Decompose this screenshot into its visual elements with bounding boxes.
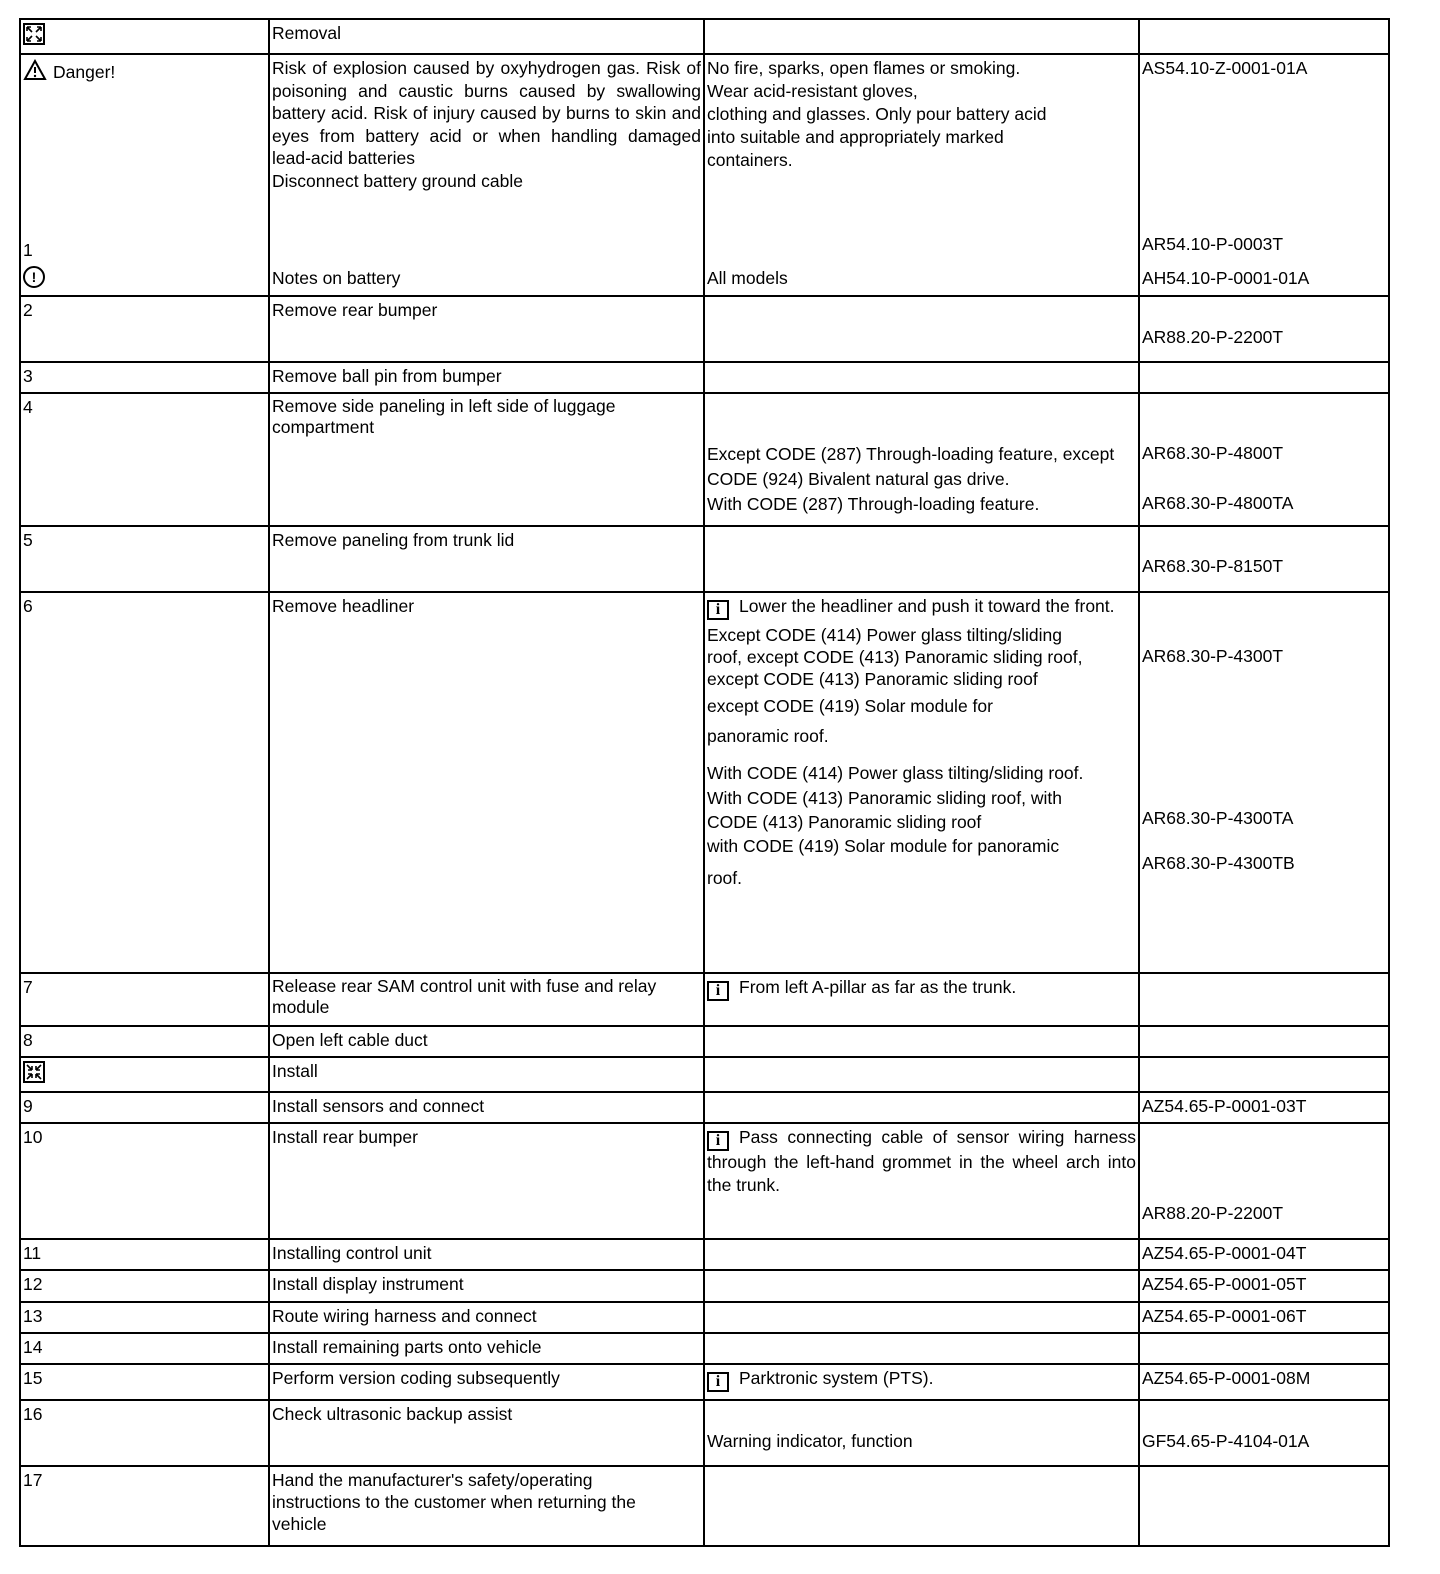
condition-text: Except CODE (414) Power glass tilting/sliding roof, except CODE (413) Panoramic sliding roof, except CODE (413) Panoramic sliding roof bbox=[707, 625, 1083, 689]
step-text: Install remaining parts onto vehicle bbox=[269, 1333, 704, 1364]
step-text: Release rear SAM control unit with fuse and relay module bbox=[269, 973, 704, 1026]
battery-note-text: Notes on battery bbox=[272, 268, 401, 288]
step-text: Install display instrument bbox=[269, 1270, 704, 1302]
step-number: 15 bbox=[20, 1364, 269, 1400]
condition-text: with CODE (419) Solar module for panoramic bbox=[707, 836, 1060, 856]
warning-triangle-icon bbox=[23, 59, 47, 87]
step-text: Install rear bumper bbox=[269, 1123, 704, 1239]
table-row bbox=[20, 296, 1389, 362]
step-ref: AR68.30-P-4300T bbox=[1142, 646, 1284, 666]
info-text: Warning indicator, function bbox=[707, 1431, 913, 1451]
table-row bbox=[20, 362, 1389, 393]
removal-icon bbox=[23, 23, 45, 45]
install-icon bbox=[23, 1061, 45, 1083]
step-number: 5 bbox=[20, 526, 269, 592]
condition-text: roof. bbox=[707, 868, 743, 888]
section-title-removal: Removal bbox=[269, 19, 704, 54]
info-text: Lower the headliner and push it toward the front. bbox=[739, 596, 1115, 616]
step-text: Remove rear bumper bbox=[269, 296, 704, 362]
step-text: Install sensors and connect bbox=[269, 1092, 704, 1123]
step-number: 16 bbox=[20, 1400, 269, 1466]
step-ref: AZ54.65-P-0001-03T bbox=[1139, 1092, 1389, 1123]
battery-note-ref: AH54.10-P-0001-01A bbox=[1142, 268, 1310, 288]
info-icon: i bbox=[707, 600, 729, 620]
table-row bbox=[20, 1364, 1389, 1400]
step-ref: AZ54.65-P-0001-04T bbox=[1139, 1239, 1389, 1270]
step-ref: AR68.30-P-4800T bbox=[1142, 443, 1284, 463]
condition-text: With CODE (413) Panoramic sliding roof, with CODE (413) Panoramic sliding roof bbox=[707, 788, 1062, 832]
step-number: 7 bbox=[20, 973, 269, 1026]
danger-text: Risk of explosion caused by oxyhydrogen gas. Risk of poisoning and caustic burns caused by swallowing battery acid. Risk of injury caused by burns to skin and eyes from battery acid or when handling damaged lead-acid batteries bbox=[272, 58, 701, 168]
section-title-install: Install bbox=[269, 1057, 704, 1092]
step-ref: AR68.30-P-4800TA bbox=[1142, 492, 1294, 513]
step-text: Open left cable duct bbox=[269, 1026, 704, 1057]
step-text: Remove ball pin from bumper bbox=[269, 362, 704, 393]
step-ref: AR88.20-P-2200T bbox=[1142, 327, 1284, 347]
info-text: From left A-pillar as far as the trunk. bbox=[739, 977, 1017, 997]
table-row bbox=[20, 1302, 1389, 1333]
battery-note-models: All models bbox=[707, 268, 788, 288]
step-ref: AR68.30-P-4300TB bbox=[1142, 853, 1295, 873]
step-number: 8 bbox=[20, 1026, 269, 1057]
step-text: Hand the manufacturer's safety/operating instructions to the customer when returning the vehicle bbox=[269, 1466, 704, 1546]
danger-measures: No fire, sparks, open flames or smoking. Wear acid-resistant gloves, clothing and glasses. Only pour battery acid into suitable and appropriately marked containers. bbox=[707, 58, 1047, 170]
step-text: Remove side paneling in left side of luggage compartment bbox=[269, 393, 704, 526]
danger-label: Danger! bbox=[53, 62, 116, 82]
step-ref: AR68.30-P-4300TA bbox=[1142, 807, 1294, 828]
condition-text: panoramic roof. bbox=[707, 726, 829, 746]
table-row bbox=[20, 973, 1389, 1026]
table-row bbox=[20, 1466, 1389, 1546]
step-ref: GF54.65-P-4104-01A bbox=[1142, 1431, 1310, 1451]
condition-text: except CODE (419) Solar module for bbox=[707, 696, 993, 716]
table-row bbox=[20, 1026, 1389, 1057]
step-number: 9 bbox=[20, 1092, 269, 1123]
table-row bbox=[20, 1092, 1389, 1123]
info-icon: i bbox=[707, 981, 729, 1001]
step-number: 13 bbox=[20, 1302, 269, 1333]
table-row bbox=[20, 54, 1389, 296]
step-text: Installing control unit bbox=[269, 1239, 704, 1270]
table-row bbox=[20, 1057, 1389, 1092]
step-text: Disconnect battery ground cable bbox=[272, 170, 523, 191]
step-ref: AR68.30-P-8150T bbox=[1142, 556, 1284, 576]
table-row bbox=[20, 1333, 1389, 1364]
step-ref: AZ54.65-P-0001-05T bbox=[1139, 1270, 1389, 1302]
step-ref: AZ54.65-P-0001-06T bbox=[1139, 1302, 1389, 1333]
info-icon: i bbox=[707, 1372, 729, 1392]
step-text: Remove headliner bbox=[269, 592, 704, 973]
step-ref: AR88.20-P-2200T bbox=[1142, 1203, 1284, 1223]
info-text: Parktronic system (PTS). bbox=[739, 1368, 934, 1388]
step-ref: AR54.10-P-0003T bbox=[1142, 234, 1284, 254]
step-number: 12 bbox=[20, 1270, 269, 1302]
table-row bbox=[20, 1400, 1389, 1466]
condition-text: Except CODE (287) Through-loading feature, except CODE (924) Bivalent natural gas drive. bbox=[707, 444, 1115, 489]
step-number: 4 bbox=[20, 393, 269, 526]
table-row bbox=[20, 526, 1389, 592]
step-ref: AZ54.65-P-0001-08M bbox=[1139, 1364, 1389, 1400]
danger-label-line bbox=[23, 59, 266, 87]
step-text: Check ultrasonic backup assist bbox=[269, 1400, 704, 1466]
condition-text: With CODE (287) Through-loading feature. bbox=[707, 494, 1040, 514]
step-number: 3 bbox=[20, 362, 269, 393]
procedure-table bbox=[19, 18, 1390, 1547]
step-number: 11 bbox=[20, 1239, 269, 1270]
step-number: 1 bbox=[23, 240, 33, 260]
step-text: Route wiring harness and connect bbox=[269, 1302, 704, 1333]
table-row bbox=[20, 1239, 1389, 1270]
step-number: 10 bbox=[20, 1123, 269, 1239]
table-row bbox=[20, 19, 1389, 54]
condition-text: With CODE (414) Power glass tilting/sliding roof. bbox=[707, 763, 1084, 783]
step-text: Perform version coding subsequently bbox=[269, 1364, 704, 1400]
table-row bbox=[20, 592, 1389, 973]
step-text: Remove paneling from trunk lid bbox=[269, 526, 704, 592]
info-icon: i bbox=[707, 1131, 729, 1151]
info-text: Pass connecting cable of sensor wiring harness through the left-hand grommet in the wheel arch into the trunk. bbox=[707, 1127, 1136, 1195]
battery-note-icon: ! bbox=[23, 265, 45, 288]
step-number: 2 bbox=[20, 296, 269, 362]
table-row bbox=[20, 1270, 1389, 1302]
danger-ref: AS54.10-Z-0001-01A bbox=[1142, 58, 1308, 78]
table-row bbox=[20, 393, 1389, 526]
step-number: 6 bbox=[20, 592, 269, 973]
step-number: 14 bbox=[20, 1333, 269, 1364]
table-row bbox=[20, 1123, 1389, 1239]
step-number: 17 bbox=[20, 1466, 269, 1546]
